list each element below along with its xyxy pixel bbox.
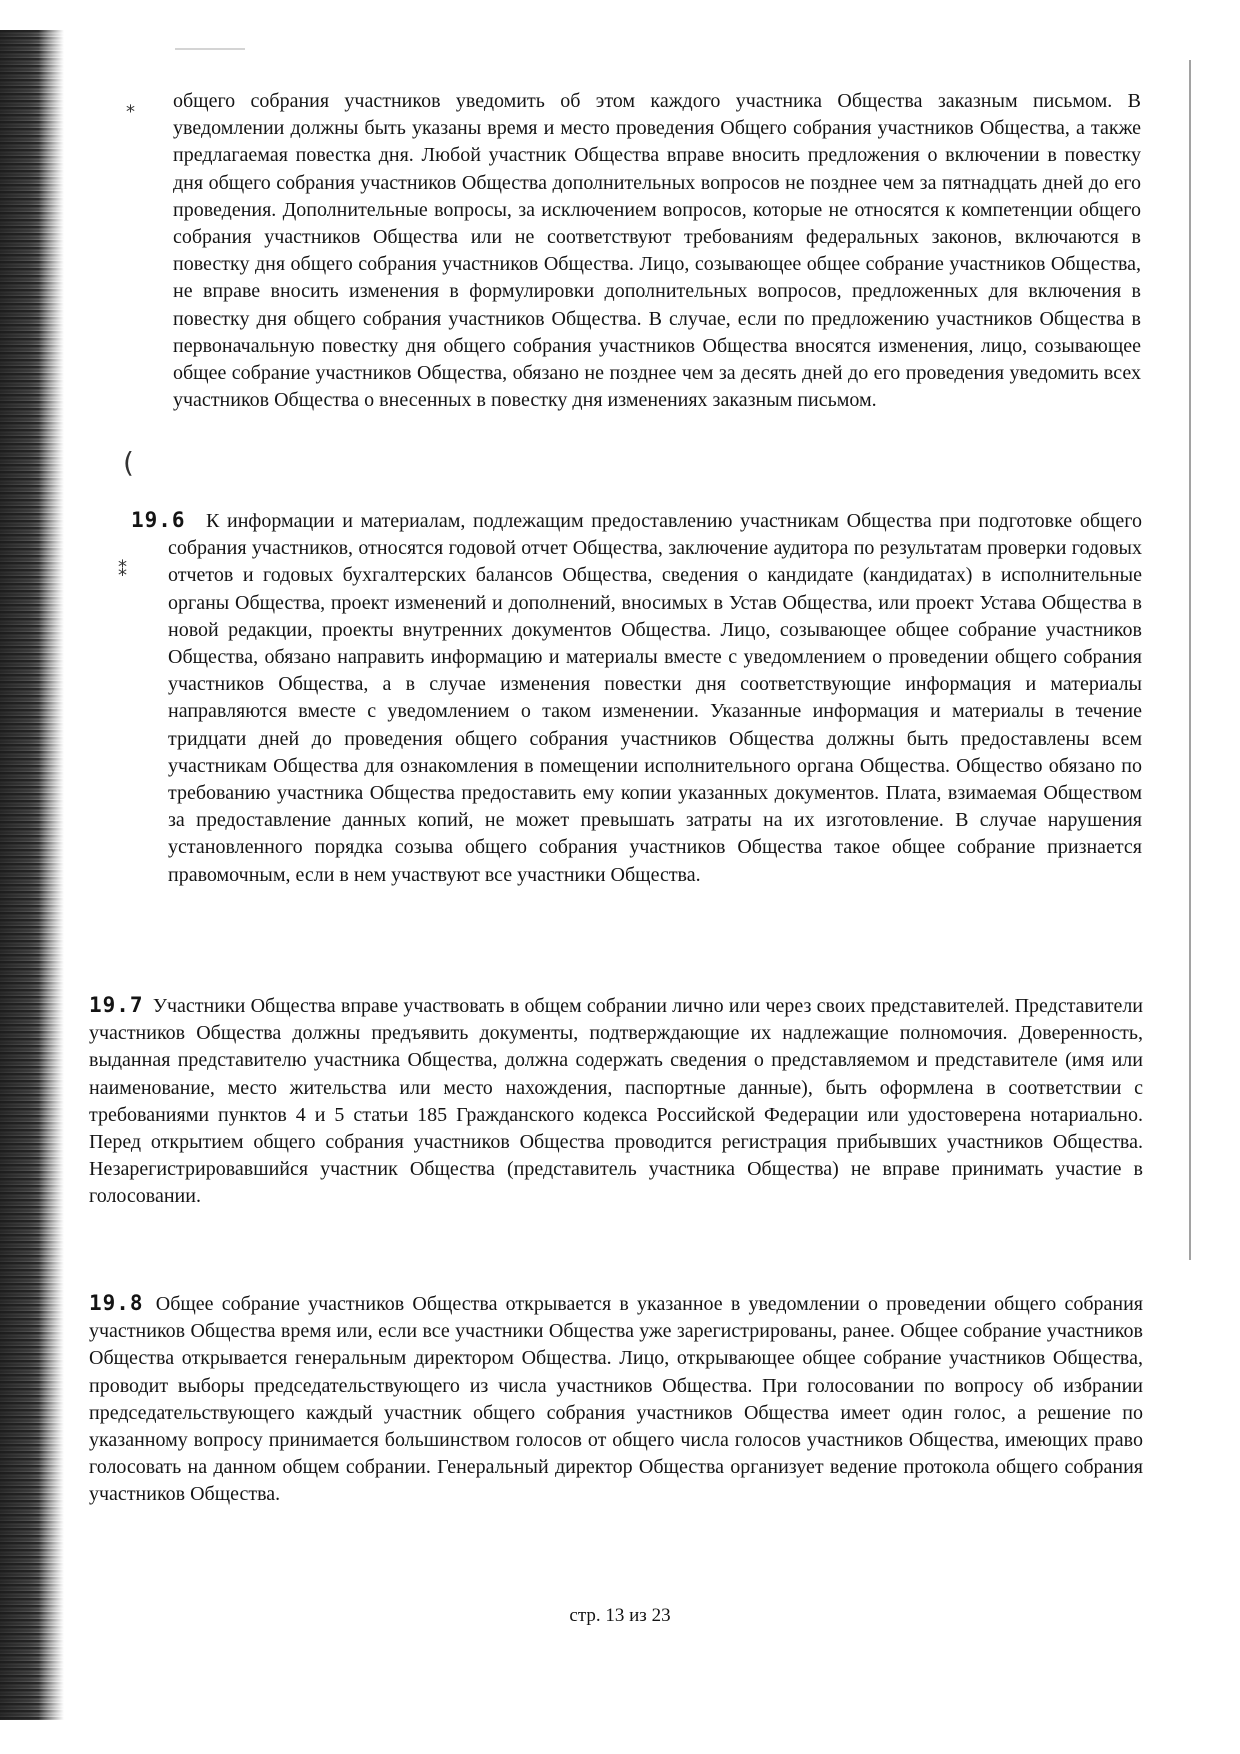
paragraph-continuation [173,88,1141,414]
section-text: К информации и материалам, подлежащим предоставлению участникам Общества при подготовке общего собрания участников, относятся годовой отчет Общества, заключение аудитора по результатам проверки годовых отчетов и годовых бухгалтерских балансов Общества, сведения о кандидате (кандидатах) в исполнительные органы Общества, проект изменений и дополнений, вносимых в Устав Общества, или проект Устава Общества в новой редакции, проекты внутренних документов Общества. Лицо, созывающее общее собрание участников Общества, обязано направить информацию и материалы вместе с уведомлением о проведении общего собрания участников Общества, а в случае изменения повестки дня соответствующие информация и материалы направляются вместе с уведомлением о таком изменении. Указанные информация и материалы в течение тридцати дней до проведения общего собрания участников Общества должны быть предоставлены всем участникам Общества для ознакомления в помещении исполнительного органа Общества. Общество обязано по требованию участника Общества предоставить ему копии указанных документов. Плата, взимаемая Обществом за предоставление данных копий, не может превышать затраты на их изготовление. В случае нарушения установленного порядка созыва общего собрания участников Общества такое общее собрание признается правомочным, если в нем участвуют все участники Общества. [168,510,1142,886]
section-number: 19.8 [89,1291,144,1315]
scan-speck: ⁑ [118,560,127,581]
section-19-7 [89,992,1143,1211]
page-footer: стр. 13 из 23 [569,1605,671,1626]
scan-edge-line-top [175,48,245,50]
section-19-6 [131,507,1142,889]
scan-edge-line-right [1189,60,1191,1260]
scan-speck: ⁎ [126,96,135,117]
section-19-8 [89,1290,1143,1509]
scan-shadow-left [0,30,64,1720]
section-number: 19.7 [89,993,144,1017]
scan-speck: ( [123,446,134,479]
section-text: Общее собрание участников Общества открывается в указанное в уведомлении о проведении общего собрания участников Общества время или, если все участники Общества уже зарегистрированы, ранее. Общее собрание участников Общества открывается генеральным директором Общества. Лицо, открывающее общее собрание участников Общества, проводит выборы председательствующего из числа участников Общества. При голосовании по вопросу об избрании председательствующего каждый участник общего собрания участников Общества имеет один голос, а решение по указанному вопросу принимается большинством голосов от общего числа голосов участников Общества, имеющих право голосовать на данном общем собрании. Генеральный директор Общества организует ведение протокола общего собрания участников Общества. [89,1293,1144,1506]
section-number: 19.6 [131,508,186,532]
continuation-text: общего собрания участников уведомить об этом каждого участника Общества заказным письмом. В уведомлении должны быть указаны время и место проведения Общего собрания участников Общества, а также предлагаемая повестка дня. Любой участник Общества вправе вносить предложения о включении в повестку дня общего собрания участников Общества дополнительных вопросов не позднее чем за пятнадцать дней до его проведения. Дополнительные вопросы, за исключением вопросов, которые не относятся к компетенции общего собрания участников Общества или не соответствуют требованиям федеральных законов, включаются в повестку дня общего собрания участников Общества. Лицо, созывающее общее собрание участников Общества, не вправе вносить изменения в формулировки дополнительных вопросов, предложенных для включения в повестку дня общего собрания участников Общества. В случае, если по предложению участников Общества в первоначальную повестку дня общего собрания участников Общества вносятся изменения, лицо, созывающее общее собрание участников Общества, обязано не позднее чем за десять дней до его проведения уведомить всех участников Общества о внесенных в повестку дня изменениях заказным письмом. [173,90,1141,412]
section-text: Участники Общества вправе участвовать в общем собрании лично или через своих представителей. Представители участников Общества должны предъявить документы, подтверждающие их надлежащие полномочия. Доверенность, выданная представителю участника Общества, должна содержать сведения о представляемом и представителе (имя или наименование, место жительства или место нахождения, паспортные данные), быть оформлена в соответствии с требованиями пунктов 4 и 5 статьи 185 Гражданского кодекса Российской Федерации или удостоверена нотариально. Перед открытием общего собрания участников Общества проводится регистрация прибывших участников Общества. Незарегистрировавшийся участник Общества (представитель участника Общества) не вправе принимать участие в голосовании. [89,995,1144,1208]
